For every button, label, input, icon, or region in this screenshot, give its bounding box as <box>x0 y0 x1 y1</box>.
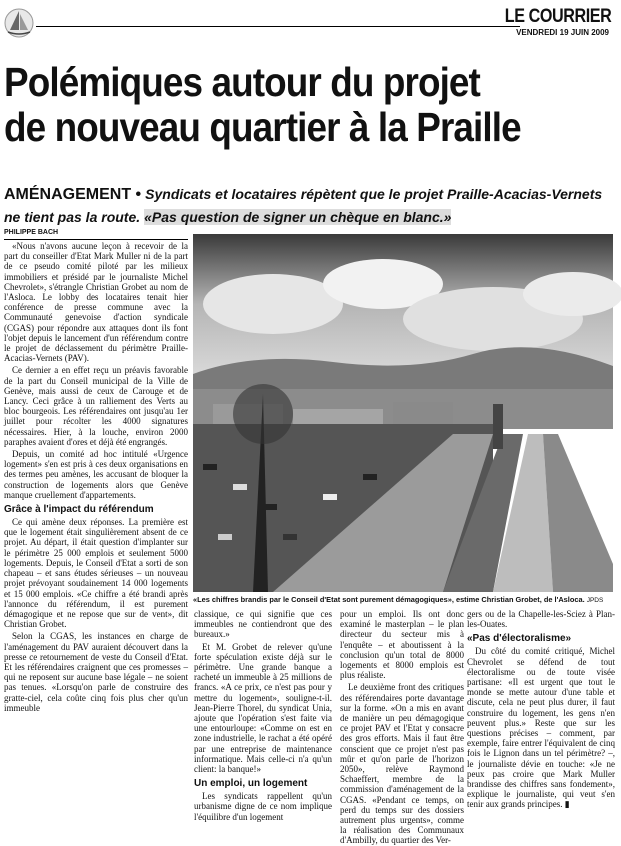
paragraph: pour un emploi. Ils ont donc examiné le masterplan – le plan directeur du secteur mis à l'enquête – et aboutissent à la conclusion qu'un total de 8000 logements et 8000 emplois est plus réaliste. <box>340 609 464 681</box>
paragraph: Ce qui amène deux réponses. La première est que le logement était singulièrement absent de ce projet. Au départ, il était question d'implanter sur le périmètre 25 000 emplois et seulement 5000 logements. Depuis, le Conseil d'Etat a sorti de son chapeau – et sans études sérieuses – un nouveau projet prévoyant soudainement 14 000 logements et 15 000 emplois. «Ce chiffre a été brandi après l'annonce du référendum, il est purement démagogique et ne repose que sur de vent», dit Christian Grobet. <box>4 517 188 630</box>
article-photo <box>193 234 613 592</box>
paragraph: Ce dernier a en effet reçu un préavis favorable de la part du Conseil municipal de la Ville de Genève, mais aussi de ceux de Carouge et de Lancy. Ceci grâce à un ralliement des Verts au bloc bourgeois. Les référendaires ont jusqu'au 1er juillet pour récolter les 4000 signatures nécessaires. Hier, à la louche, environ 2000 paraphes avaient d'ores et déjà été engrangés. <box>4 365 188 447</box>
paragraph: Du côté du comité critiqué, Michel Chevrolet se défend de tout électoralisme ou de toute visée partisane: «Il est urgent que tout le monde se mette autour d'une table et discute, cela ne peut plus durer, il faut construire du logement, les gens n'en peuvent plus.» Reste que sur les questions précises – comment, par exemple, faire entrer l'équivalent de cinq fois le Lignon dans un tel périmètre? –, le journaliste dévie en touche: «Je ne peux pas croire que Mark Muller brandisse des chiffres sans fondement», explique le journaliste, qui veut s'en tenir aux grands principes. ▮ <box>467 646 615 810</box>
article-column-3 <box>340 609 464 846</box>
paragraph: Le deuxième front des critiques des référendaires porte davantage sur la forme. «On a mis en avant de manière un peu démagogique ce projet PAV et l'Etat y consacre des gros efforts. Mais il faut être conscient que ce projet n'est pas mûr et qu'on parle de l'horizon 2050», relève Raymond Schaeffert, membre de la commission d'aménagement de la CGAS. «Pendant ce temps, on perd du temps sur des dossiers autrement plus urgents», comme la réalisation des Communaux d'Ambilly, du quartier des Ver- <box>340 682 464 846</box>
article-column-4 <box>467 609 615 838</box>
newspaper-name: LE COURRIER <box>504 6 611 27</box>
subhead: Syndicats et locataires répètent que le projet Praille-Acacias-Vernets ne tient pas la route. <box>4 186 603 225</box>
caption-text: «Les chiffres brandis par le Conseil d'Etat sont purement démagogiques», estime Christian Grobet, de l'Asloca. <box>193 595 585 604</box>
byline-rule <box>4 239 188 240</box>
paragraph: classique, ce qui signifie que ces immeubles ne contiendront que des bureaux.» <box>194 609 332 640</box>
paragraph: Et M. Grobet de relever qu'une forte spéculation existe déjà sur le périmètre. Une grande banque a racheté un immeuble à 25 millions de francs. «A ce prix, ce n'est pas pour y mettre du logement», souligne-t-il. Jean-Pierre Thorel, du syndicat Unia, ajoute que l'opération s'est faite via une entourloupe: «Comme on est en zone industrielle, le rachat a été opéré par une entreprise de maintenance informatique. Mais celle-ci n'a qu'un client: la banque!» <box>194 641 332 775</box>
intertitle: Un emploi, un logement <box>194 778 308 790</box>
headline-line-2: de nouveau quartier à la Praille <box>4 104 521 150</box>
article-column-2 <box>194 609 332 838</box>
photo-credit: JPDS <box>586 597 604 604</box>
masthead-rule <box>36 26 520 27</box>
section-kicker: AMÉNAGEMENT • <box>4 186 142 203</box>
sailboat-logo-icon <box>4 6 34 40</box>
paragraph: gers ou de la Chapelle-les-Sciez à Plan-les-Ouates. <box>467 609 615 630</box>
paragraph: Selon la CGAS, les instances en charge de l'aménagement du PAV auraient découvert dans la presse ce retournement de veste du Conseil d'Etat. Et les référendaires craignent que ces promesses – qui ne reposent sur aucune base légale – ne soient pas tenues. «Lorsqu'on parle de construire des gratte-ciel, cela coûte cinq fois plus cher qu'un immeuble <box>4 631 188 713</box>
paragraph: Depuis, un comité ad hoc intitulé «Urgence logement» s'en est pris à ces deux organisations en des termes peu amènes, les accusant de bloquer la construction de logements alors que Genève manque cruellement d'appartements. <box>4 449 188 500</box>
byline: PHILIPPE BACH <box>4 229 59 236</box>
paragraph: «Nous n'avons aucune leçon à recevoir de la part du conseiller d'Etat Mark Muller ni de la part de ce pseudo comité piloté par les milieux immobiliers et présidé par le journaliste Michel Chevrolet», s'étrangle Christian Grobet au nom de l'Asloca. Le lobby des locataires tenait hier conférence de presse commune avec la Communauté genevoise d'action syndicale (CGAS) pour répondre aux attaques dont ils font l'objet depuis le lancement d'un référendum contre le projet de déclassement du périmètre Praille-Acacias-Vernets (PAV). <box>4 241 188 364</box>
headline <box>4 60 553 150</box>
paragraph: Les syndicats rappellent qu'un urbanisme digne de ce nom implique l'équilibre d'un logement <box>194 791 332 822</box>
intertitle: «Pas d'électoralisme» <box>467 633 572 645</box>
deck <box>4 183 610 229</box>
subhead-quote: «Pas question de signer un chèque en blanc.» <box>144 209 452 225</box>
intertitle: Grâce à l'impact du référendum <box>4 504 154 516</box>
photo-caption <box>193 595 613 604</box>
issue-date: VENDREDI 19 JUIN 2009 <box>516 28 609 37</box>
headline-line-1: Polémiques autour du projet <box>4 59 480 105</box>
article-column-1 <box>4 241 188 837</box>
